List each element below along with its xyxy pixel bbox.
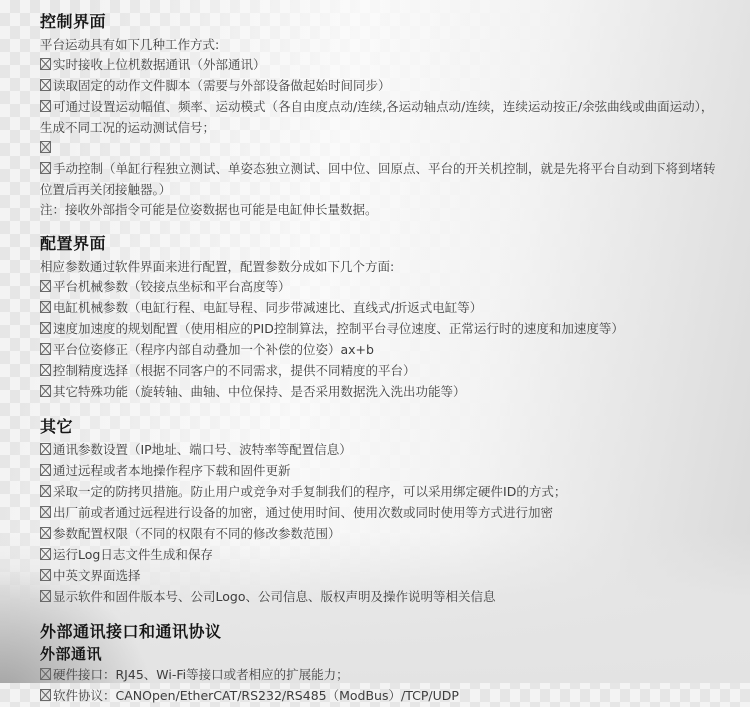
list-item	[40, 76, 718, 97]
list-item	[40, 97, 718, 138]
boxed-x-icon	[40, 160, 53, 180]
line-text: 实时接收上位机数据通讯（外部通讯）	[53, 57, 266, 72]
boxed-x-icon	[40, 588, 53, 608]
boxed-x-icon	[40, 546, 53, 566]
list-item	[40, 686, 718, 707]
paragraph	[40, 200, 718, 220]
line-text: 显示软件和固件版本号、公司Logo、公司信息、版权声明及操作说明等相关信息	[53, 589, 496, 604]
line-text: 平台机械参数（铰接点坐标和平台高度等）	[53, 279, 291, 294]
line-text: 通讯参数设置（IP地址、端口号、波特率等配置信息）	[53, 442, 352, 457]
paragraph	[40, 35, 718, 55]
list-item	[40, 138, 718, 159]
line-text: 平台位姿修正（程序内部自动叠加一个补偿的位姿）ax+b	[53, 342, 374, 357]
line-text: 相应参数通过软件界面来进行配置，配置参数分成如下几个方面:	[40, 259, 395, 274]
boxed-x-icon	[40, 687, 53, 707]
list-item	[40, 524, 718, 545]
list-item	[40, 361, 718, 382]
list-item	[40, 55, 718, 76]
section-others	[40, 417, 718, 608]
boxed-x-icon	[40, 483, 53, 503]
section-heading: 控制界面	[40, 12, 107, 31]
line-text: 出厂前或者通过远程进行设备的加密，通过使用时间、使用次数或同时使用等方式进行加密	[53, 505, 554, 520]
list-item	[40, 277, 718, 298]
paragraph	[40, 257, 718, 277]
line-text: 通过远程或者本地操作程序下载和固件更新	[53, 463, 291, 478]
list-item	[40, 159, 718, 200]
list-item	[40, 566, 718, 587]
list-item	[40, 587, 718, 608]
line-text: 硬件接口：RJ45、Wi-Fi等接口或者相应的扩展能力；	[53, 667, 349, 682]
boxed-x-icon	[40, 462, 53, 482]
boxed-x-icon	[40, 299, 53, 319]
line-text: 软件协议：CANOpen/EtherCAT/RS232/RS485（ModBus）/TCP/UDP	[53, 688, 459, 703]
boxed-x-icon	[40, 56, 53, 76]
line-text: 可通过设置运动幅值、频率、运动模式（各自由度点动/连续,各运动轴点动/连续，连续运动按正/余弦曲线或曲面运动），生成不同工况的运动测试信号；	[40, 99, 714, 135]
section-control-interface	[40, 12, 718, 220]
line-text: 速度加速度的规划配置（使用相应的PID控制算法，控制平台寻位速度、正常运行时的速度和加速度等）	[53, 321, 624, 336]
boxed-x-icon	[40, 525, 53, 545]
line-text: 运行Log日志文件生成和保存	[53, 547, 213, 562]
boxed-x-icon	[40, 341, 53, 361]
list-item	[40, 440, 718, 461]
line-text: 控制精度选择（根据不同客户的不同需求，提供不同精度的平台）	[53, 363, 416, 378]
boxed-x-icon	[40, 278, 53, 298]
boxed-x-icon	[40, 666, 53, 686]
list-item	[40, 382, 718, 403]
boxed-x-icon	[40, 383, 53, 403]
boxed-x-icon	[40, 441, 53, 461]
line-text: 手动控制（单缸行程独立测试、单姿态独立测试、回中位、回原点、平台的开关机控制，就是先将平台自动到下将到堵转位置后再关闭接触器。）	[40, 161, 716, 197]
list-item	[40, 482, 718, 503]
list-item	[40, 503, 718, 524]
line-text: 注：接收外部指令可能是位姿数据也可能是电缸伸长量数据。	[40, 202, 378, 217]
line-text: 其它特殊功能（旋转轴、曲轴、中位保持、是否采用数据洗入洗出功能等）	[53, 384, 466, 399]
line-text: 参数配置权限（不同的权限有不同的修改参数范围）	[53, 526, 341, 541]
section-subheading: 外部通讯	[40, 645, 103, 663]
list-item	[40, 340, 718, 361]
boxed-x-icon	[40, 98, 53, 118]
line-text: 平台运动具有如下几种工作方式:	[40, 37, 220, 52]
list-item	[40, 461, 718, 482]
list-item	[40, 319, 718, 340]
line-text: 采取一定的防拷贝措施。防止用户或竞争对手复制我们的程序，可以采用绑定硬件ID的方式；	[53, 484, 567, 499]
line-text: 读取固定的动作文件脚本（需要与外部设备做起始时间同步）	[53, 78, 391, 93]
boxed-x-icon	[40, 567, 53, 587]
section-heading: 其它	[40, 417, 74, 436]
boxed-x-icon	[40, 504, 53, 524]
line-text: 中英文界面选择	[53, 568, 141, 583]
boxed-x-icon	[40, 362, 53, 382]
boxed-x-icon	[40, 139, 53, 159]
section-heading: 外部通讯接口和通讯协议	[40, 622, 222, 641]
section-heading: 配置界面	[40, 234, 107, 253]
boxed-x-icon	[40, 320, 53, 340]
list-item	[40, 545, 718, 566]
section-config-interface	[40, 234, 718, 403]
section-external-comm	[40, 622, 718, 707]
line-text: 电缸机械参数（电缸行程、电缸导程、同步带减速比、直线式/折返式电缸等）	[53, 300, 483, 315]
boxed-x-icon	[40, 77, 53, 97]
list-item	[40, 298, 718, 319]
